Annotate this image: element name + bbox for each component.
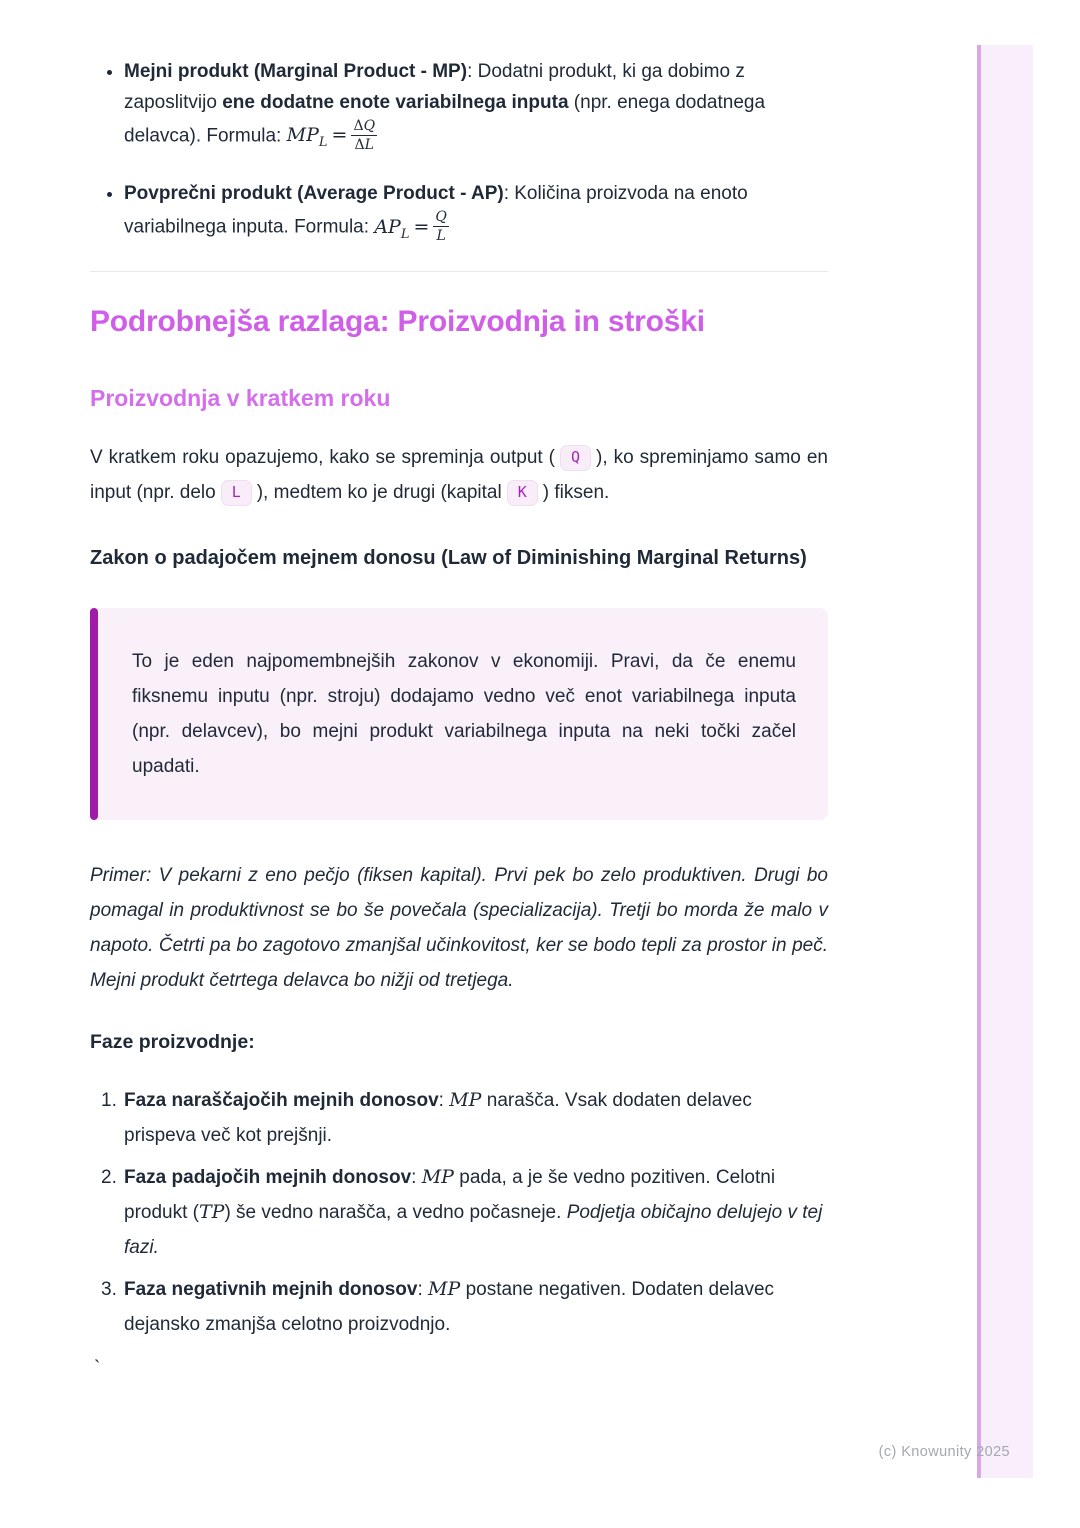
phase-item-2: 2. Faza padajočih mejnih donosov: MP pada, a je še vedno pozitiven. Celotni produkt (TP) še vedno narašča, a vedno počasneje. Podjetja običajno delujejo v tej fazi.	[90, 1160, 828, 1265]
side-accent-strip	[977, 45, 1033, 1478]
inline-code-l: L	[221, 480, 252, 506]
math-mp: MP	[449, 1089, 482, 1112]
example-paragraph: Primer: V pekarni z eno pečjo (fiksen kapital). Prvi pek bo zelo produktiven. Drugi bo pomagal in produktivnost se bo še povečala (specializacija). Tretji bo morda že malo v napoto. Četrti pa bo zagotovo zmanjšal učinkovitost, ker se bodo tepli za prostor in peč. Mejni produkt četrtega delavca bo nižji od tretjega.	[90, 865, 828, 992]
phase-item-3: 3. Faza negativnih mejnih donosov: MP postane negativen. Dodaten delavec dejansko zmanjša celotno proizvodnjo.	[90, 1272, 828, 1342]
phase-number-3: 3.	[101, 1279, 117, 1301]
term-average-product: Povprečni produkt (Average Product - AP)	[124, 183, 504, 205]
document-content	[90, 0, 828, 1380]
term-marginal-product: Mejni produkt (Marginal Product - MP)	[124, 61, 468, 82]
phases-list	[90, 1083, 828, 1342]
bullet-item-average-product: • Povprečni produkt (Average Product - AP): Količina proizvoda na enoto variabilnega inputa. Formula: $AP_L$ = $\frac{Q}{L}$	[124, 178, 828, 249]
short-run-paragraph: V kratkem roku opazujemo, kako se spreminja output ( Q ), ko spreminjamo samo en input (npr. delo L ), medtem ko je drugi (kapital K ) fiksen.	[90, 440, 828, 510]
subsection-title: Proizvodnja v kratkem roku	[90, 385, 391, 412]
formula-mp: $MP_L$ = $\frac{\Delta Q}{\Delta L}$	[286, 118, 376, 154]
inline-code-q: Q	[560, 445, 591, 471]
section-divider	[90, 271, 828, 272]
math-mp: MP	[421, 1166, 454, 1189]
phase-number-1: 1.	[101, 1090, 117, 1112]
law-heading: Zakon o padajočem mejnem donosu (Law of Diminishing Marginal Returns)	[90, 547, 807, 570]
math-mp: MP	[428, 1278, 461, 1301]
fraction-q-l: $\frac{Q}{L}$	[435, 209, 447, 245]
fraction-dq-dl: $\frac{\Delta Q}{\Delta L}$	[353, 118, 376, 154]
stray-backtick: `	[94, 1358, 101, 1380]
inline-code-k: K	[507, 480, 538, 506]
section-title: Podrobnejša razlaga: Proizvodnja in stroški	[90, 305, 705, 339]
math-tp: TP	[198, 1201, 225, 1224]
law-callout-text: To je eden najpomembnejših zakonov v ekonomiji. Pravi, da če enemu fiksnemu inputu (npr. stroju) dodajamo vedno več enot variabilnega inputa (npr. delavcev), bo mejni produkt variabilnega inputa na neki točki začel upadati.	[132, 651, 796, 778]
watermark: (c) Knowunity 2025	[878, 1444, 1010, 1460]
bullet-item-marginal-product: • Mejni produkt (Marginal Product - MP): Dodatni produkt, ki ga dobimo z zaposlitvijo ene dodatne enote variabilnega inputa (npr. enega dodatnega delavca). Formula: $MP_L$ = $\frac{\Delta Q}{\Delta L}$	[124, 56, 828, 158]
phase-number-2: 2.	[101, 1167, 117, 1189]
definition-bullet-list	[90, 56, 828, 249]
law-callout	[90, 608, 828, 820]
phase-item-1: 1. Faza naraščajočih mejnih donosov: MP narašča. Vsak dodaten delavec prispeva več kot prejšnji.	[90, 1083, 828, 1153]
formula-ap: $AP_L$ = $\frac{Q}{L}$	[374, 209, 447, 245]
term-one-extra-unit: ene dodatne enote variabilnega inputa	[222, 92, 569, 113]
phases-heading: Faze proizvodnje:	[90, 1031, 255, 1054]
